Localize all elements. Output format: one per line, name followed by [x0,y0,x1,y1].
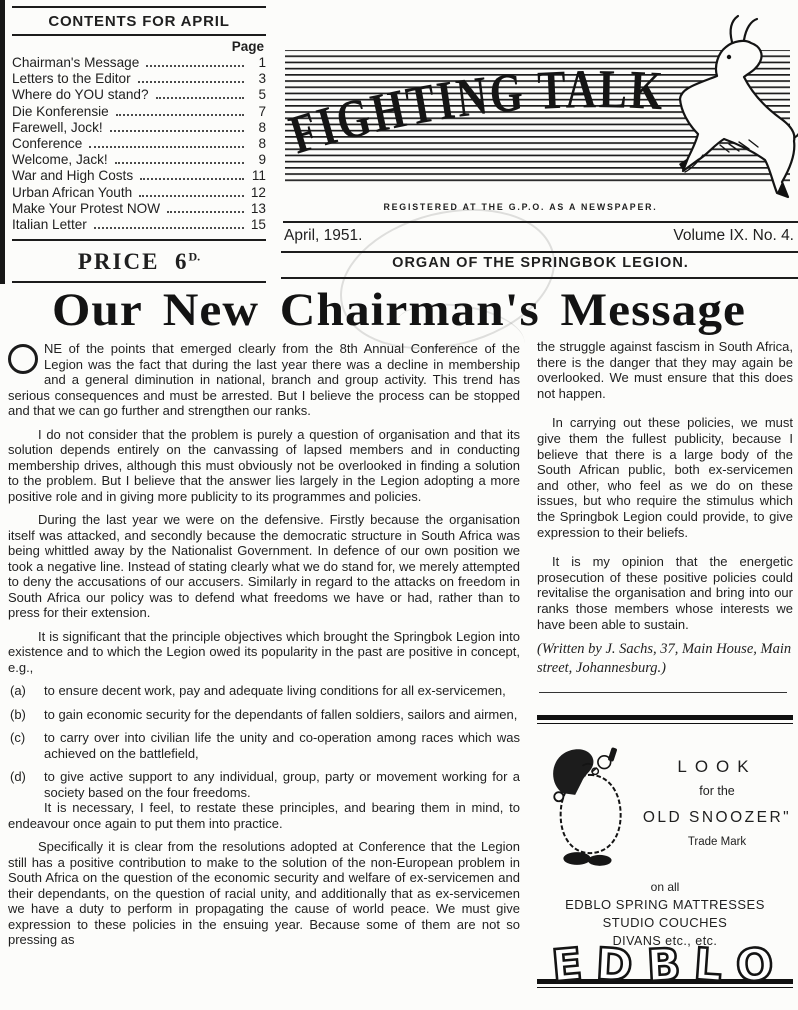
issue-date: April, 1951. [284,227,363,244]
organ-rule [281,277,798,279]
toc-item [12,168,266,184]
masthead-title: FIGHTING TALK [283,58,678,166]
paragraph: I do not consider that the problem is purely a question of organisation and that its solution depends entirely on the canvassing of lapsed members and in conducting membership drives, although this must obviously not be overlooked in finding a solution to the problem. But I believe that the answer lies largely in the Legion adopting a more positive role and in giving more publicity to its programmes and policies. [8,426,520,504]
contents-top-rule [12,6,266,8]
toc-item-page: 9 [258,152,266,168]
toc-leader [94,227,244,229]
masthead [283,12,798,216]
toc-item [12,55,266,71]
toc-item [12,185,266,201]
price-row [12,249,266,275]
toc-item [12,87,266,103]
organ-line: ORGAN OF THE SPRINGBOK LEGION. [392,255,689,271]
toc-item-page: 8 [258,119,266,135]
objectives-list [8,683,520,800]
contents-rule [12,34,266,36]
toc-item-label: War and High Costs [12,168,134,184]
brand-letter: B [645,938,686,992]
date-rule [281,251,798,253]
date-row [284,227,794,245]
price-top-rule [12,239,266,241]
paragraph: It is necessary, I feel, to restate these principles, and bearing them in mind, to endeavour once again to put them into practice. [8,800,520,831]
toc-item-label: Make Your Protest NOW [12,200,161,216]
lead-text: NE of the points that emerged clearly from the 8th Annual Conference of the Legion was the fact that during the last year there was a decline in membership and a general diminution in national, branch and group activity. This trend has serious consequences and must be arrested. But I believe the process can be stopped and that we can go further and strengthen our ranks. [8,341,520,418]
contents-title: CONTENTS FOR APRIL [48,13,230,30]
toc-item-page: 5 [258,87,266,103]
paragraph: It is my opinion that the energetic prosecution of these positive policies could revitalise the organisation and bring into our ranks those members whose interests we have been able to sustain. [537,554,793,632]
toc-item-label: Letters to the Editor [12,71,131,87]
contents-box [12,6,266,283]
ad-old-snoozer: OLD SNOOZER" [642,808,792,826]
list-item-marker: (a) [10,683,26,698]
paragraph: Specifically it is clear from the resolutions adopted at Conference that the Legion still has a positive contribution to make to the solution of the non-European problem in South Africa on the question of the economic security and welfare of ex-servicemen and their dependants, on the question of racial unity, and additionally that as ex-servicemen we have a duty to perform in propagating the cause of world peace. We must give expression to these policies in the ensuing year. Because some of them are not so pressing as [8,839,520,947]
list-item-marker: (b) [10,706,26,722]
toc-item-page: 8 [258,136,266,152]
page-edge-bar [0,0,5,284]
list-item [8,730,520,761]
ad-on-all: on all [650,880,680,895]
list-item-text: to ensure decent work, pay and adequate living conditions for all ex-servicemen, [44,683,506,698]
issue-volume: Volume IX. No. 4. [673,227,794,244]
toc-item-label: Chairman's Message [12,55,140,70]
toc-item-page: 12 [250,184,266,200]
registered-line: REGISTERED AT THE G.P.O. AS A NEWSPAPER. [383,202,658,212]
price-value: 6 [174,249,189,275]
toc-item-label: Conference [12,136,83,152]
list-item-text: to give active support to any individual, group, party or movement working for a society based on the four freedoms. [44,769,520,800]
ad-top-rule [537,715,793,724]
toc-leader [167,211,244,213]
toc-leader [116,114,244,116]
toc-item [12,120,266,136]
section-rule [539,692,787,693]
paragraph: In carrying out these policies, we must give them the fullest publicity, because I believe that there is a large body of the South African public, both ex-servicemen and other, who feel as we do on these issues, but who require the stimulus which the Springbok Legion could provide, to give expression to their beliefs. [537,415,793,540]
toc-leader [89,146,244,148]
paragraph: During the last year we were on the defensive. Firstly because the organisation itself was attacked, and secondly because the democratic structure in South Africa was being whittled away by the Nationalist Government. In defence of our own position we took a negative line. Instead of stating clearly what we do stand for, we merely attempted to deny the accusations of our accusers. Similarly in regard to the attacks on freedom in South Africa our policy was to defend what freedoms we have or had, rather than to press for their extension. [8,512,520,620]
toc-item-label: Urban African Youth [12,184,133,200]
toc-leader [156,97,244,99]
old-snoozer-icon [537,740,637,868]
toc-item-label: Farewell, Jock! [12,119,103,135]
ad-trade-mark: Trade Mark [687,836,747,849]
edblo-ad [537,715,793,993]
ad-product-line: DIVANS etc., etc. [612,933,718,948]
toc-item-page: 3 [258,71,266,87]
brand-letter: D [594,938,639,992]
toc-item [12,104,266,120]
list-item-marker: (d) [10,769,26,784]
toc-item-label: Where do YOU stand? [12,87,149,103]
masthead-art [283,12,798,212]
drop-cap [8,344,38,374]
toc-item [12,201,266,217]
price-unit: D. [188,249,201,264]
article-left-column [8,341,520,956]
article-right-column [537,339,793,993]
list-item-marker: (c) [10,730,26,745]
toc-leader [110,130,244,132]
toc-item-page: 1 [258,55,266,70]
brand-letter: O [734,938,780,993]
toc-item-page: 11 [251,168,266,184]
brand-letter: E [550,938,589,993]
ad-for-the: for the [699,784,735,798]
toc-item-page: 7 [258,103,266,119]
paragraph: It is significant that the principle objectives which brought the Springbok Legion into existence and to which the Legion owed its popularity in the past are positive in concept, e.g., [8,628,520,675]
price-label: PRICE [77,249,160,275]
paragraph: the struggle against fascism in South Africa, there is the danger that they may again be overlooked. We must ensure that this does not happen. [537,339,793,401]
table-of-contents [12,55,266,233]
toc-leader [140,178,244,180]
toc-item-label: Italian Letter [12,217,87,233]
masthead-rule [283,221,798,223]
byline: (Written by J. Sachs, 37, Main House, Main street, Johannesburg.) [537,641,792,677]
headline: Our New Chairman's Message [51,284,747,336]
ad-product-line: STUDIO COUCHES [602,914,728,930]
list-item [8,769,520,800]
toc-leader [146,65,244,67]
list-item [8,683,520,699]
list-item [8,707,520,723]
lead-paragraph [8,341,520,419]
toc-leader [115,162,244,164]
toc-item-page: 15 [250,217,266,233]
toc-leader [138,81,244,83]
toc-item-label: Welcome, Jack! [12,152,108,168]
toc-item [12,152,266,168]
toc-item-page: 13 [250,200,266,216]
toc-item [12,217,266,233]
toc-item-label: Die Konferensie [12,103,109,119]
list-item-text: to gain economic security for the dependants of fallen soldiers, sailors and airmen, [44,706,518,722]
toc-leader [139,195,244,197]
toc-item [12,136,266,152]
toc-page-label: Page [231,39,264,54]
brand-letter: L [692,938,729,992]
list-item-text: to carry over into civilian life the unity and co-operation among races which was achieved on the battlefield, [44,730,520,761]
ad-look-label: LOOK [677,757,757,777]
toc-item [12,71,266,87]
ad-product-line: EDBLO SPRING MATTRESSES [565,896,765,912]
